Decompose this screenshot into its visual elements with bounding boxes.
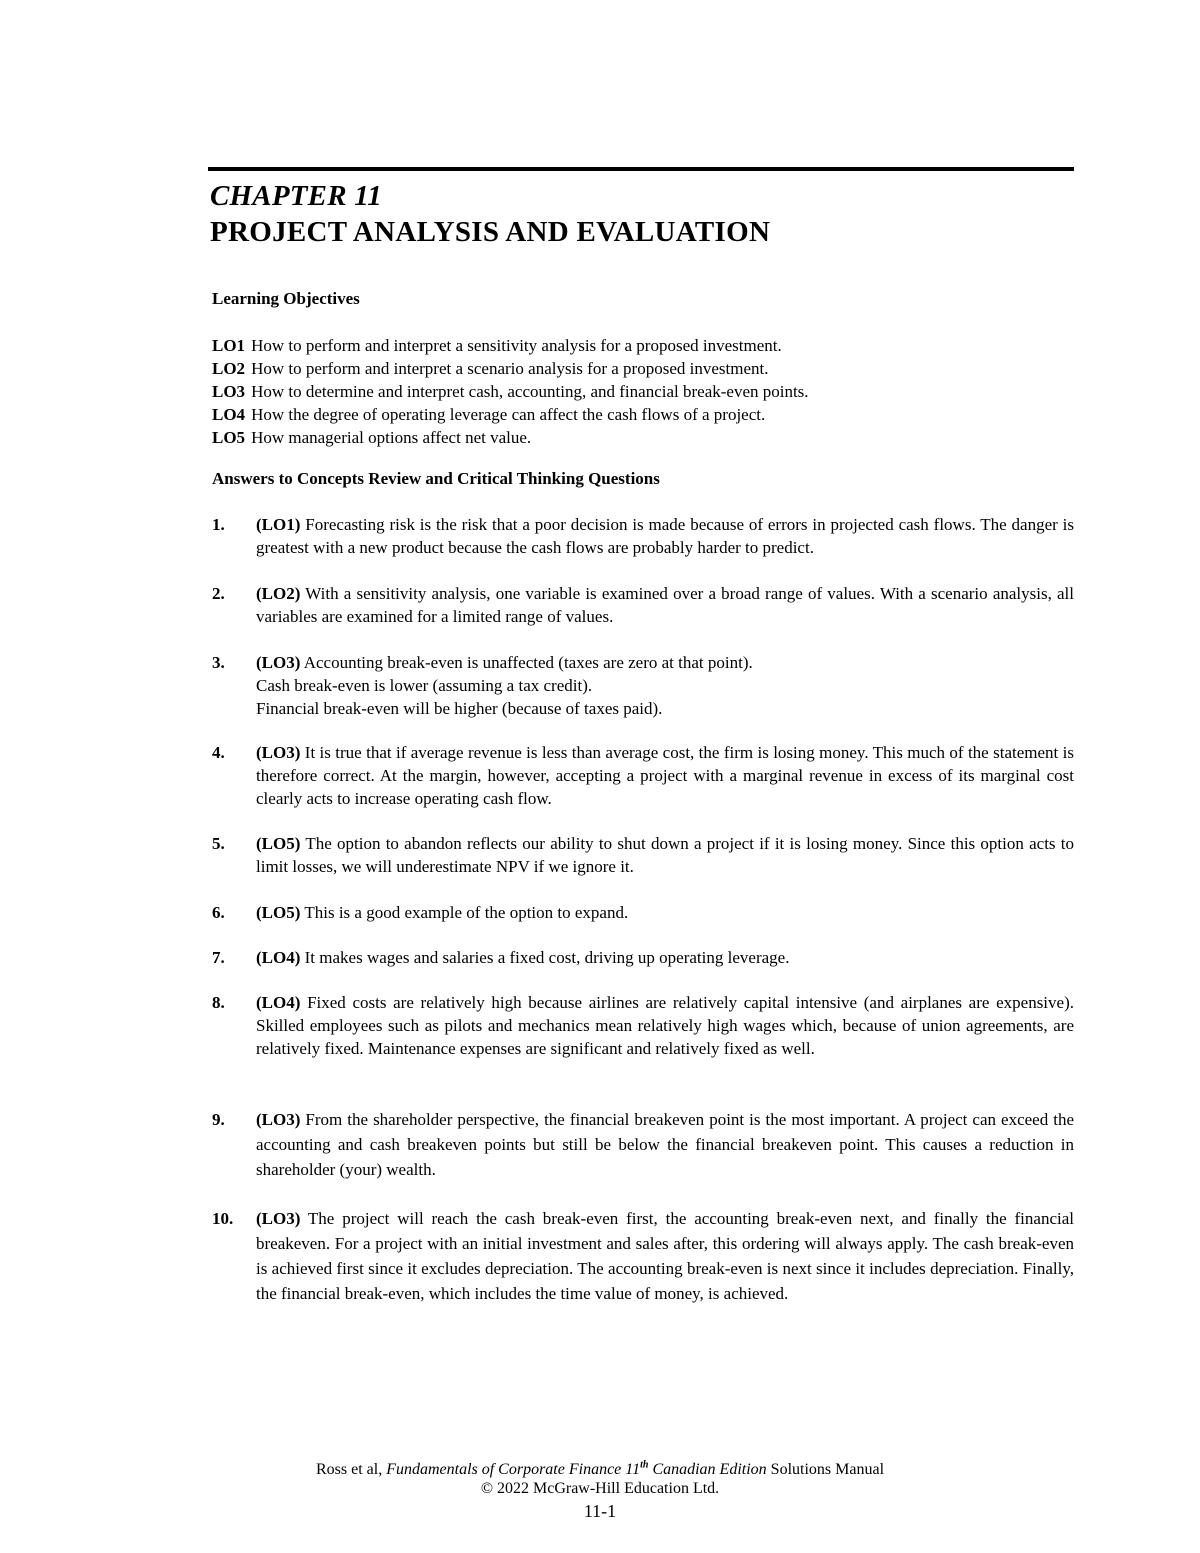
answer-number: 1.: [212, 515, 225, 534]
answer-item: [212, 1206, 1074, 1306]
answer-number: 10.: [212, 1209, 234, 1228]
footer-suffix: Solutions Manual: [770, 1461, 885, 1478]
answer-text: Forecasting risk is the risk that a poor decision is made because of errors in projected cash flows. The danger is greatest with a new product because the cash flows are probably harder to predict.: [256, 515, 1074, 557]
answer-lo-tag: (LO5): [256, 903, 301, 922]
footer-citation: [0, 1460, 1200, 1479]
answer-number: 7.: [212, 948, 225, 967]
answer-text: Fixed costs are relatively high because airlines are relatively capital intensive (and airplanes are expensive). Skilled employees such as pilots and mechanics mean relatively high wages which, because of union agreements, are relatively fixed. Maintenance expenses are significant and relatively fixed as well.: [256, 993, 1074, 1058]
footer-authors: Ross et al,: [315, 1461, 383, 1478]
answer-text: It is true that if average revenue is less than average cost, the firm is losing money. This much of the statement is therefore correct. At the margin, however, accepting a project with a marginal revenue in excess of its marginal cost clearly acts to increase operating cash flow.: [256, 743, 1074, 808]
page-number: 11-1: [583, 1501, 617, 1521]
answer-item: [212, 832, 1074, 878]
lo-code: LO2: [212, 359, 246, 378]
learning-objectives-heading: Learning Objectives: [212, 289, 360, 308]
answer-text: From the shareholder perspective, the financial breakeven point is the most important. A project can exceed the accounting and cash breakeven points but still be below the financial breakeven point. This causes a reduction in shareholder (your) wealth.: [256, 1110, 1075, 1179]
answer-lo-tag: (LO3): [256, 743, 301, 762]
answers-heading: Answers to Concepts Review and Critical Thinking Questions: [212, 469, 660, 488]
answer-lo-tag: (LO3): [256, 653, 301, 672]
lo-text: How to perform and interpret a sensitivity analysis for a proposed investment.: [251, 336, 782, 355]
answer-lo-tag: (LO4): [256, 948, 301, 967]
footer-superscript: th: [640, 1459, 649, 1471]
lo-code: LO3: [212, 382, 246, 401]
lo-item: [212, 334, 1072, 357]
answer-lo-tag: (LO3): [256, 1209, 301, 1228]
answer-lo-tag: (LO3): [256, 1110, 301, 1129]
lo-text: How managerial options affect net value.: [251, 428, 532, 447]
answer-item: [212, 513, 1074, 559]
answer-item: [212, 946, 1074, 969]
lo-text: How to determine and interpret cash, accounting, and financial break-even points.: [251, 382, 809, 401]
answer-number: 5.: [212, 834, 225, 853]
header-rule: [208, 167, 1074, 171]
answer-text: The option to abandon reflects our ability to shut down a project if it is losing money. Since this option acts to limit losses, we will underestimate NPV if we ignore it.: [256, 834, 1075, 876]
lo-text: How the degree of operating leverage can affect the cash flows of a project.: [251, 405, 766, 424]
answer-text: Accounting break-even is unaffected (taxes are zero at that point).: [303, 653, 753, 672]
answer-number: 6.: [212, 903, 225, 922]
lo-item: [212, 426, 1072, 449]
lo-code: LO5: [212, 428, 246, 447]
answer-lo-tag: (LO5): [256, 834, 301, 853]
lo-item: [212, 403, 1072, 426]
answer-item: [212, 741, 1074, 810]
footer-copyright: © 2022 McGraw-Hill Education Ltd.: [480, 1480, 720, 1497]
answer-text: The project will reach the cash break-even first, the accounting break-even next, and finally the financial breakeven. For a project with an initial investment and sales after, this ordering will always apply. The cash break-even is achieved first since it excludes depreciation. The accounting break-even is next since it includes depreciation. Finally, the financial break-even, which includes the time value of money, is achieved.: [256, 1209, 1074, 1303]
answer-item: [212, 901, 1074, 924]
lo-item: [212, 380, 1072, 403]
answer-item: [212, 582, 1074, 628]
answer-number: 8.: [212, 993, 225, 1012]
footer-edition: Canadian Edition: [652, 1461, 767, 1478]
answer-text-line: Financial break-even will be higher (because of taxes paid).: [256, 699, 663, 718]
answer-number: 9.: [212, 1110, 225, 1129]
answer-text: It makes wages and salaries a fixed cost, driving up operating leverage.: [304, 948, 790, 967]
answer-item: [212, 1107, 1074, 1182]
learning-objectives-list: [212, 334, 1072, 449]
lo-code: LO4: [212, 405, 246, 424]
answer-text-line: Cash break-even is lower (assuming a tax credit).: [256, 676, 593, 695]
lo-item: [212, 357, 1072, 380]
chapter-title: PROJECT ANALYSIS AND EVALUATION: [210, 216, 771, 248]
answer-number: 4.: [212, 743, 225, 762]
answer-text: This is a good example of the option to expand.: [304, 903, 629, 922]
chapter-label: CHAPTER 11: [210, 180, 383, 212]
lo-code: LO1: [212, 336, 246, 355]
answer-number: 2.: [212, 584, 225, 603]
answer-number: 3.: [212, 653, 225, 672]
answer-item: [212, 991, 1074, 1060]
answer-text: With a sensitivity analysis, one variable is examined over a broad range of values. With a scenario analysis, all variables are examined for a limited range of values.: [256, 584, 1074, 626]
answer-lo-tag: (LO1): [256, 515, 301, 534]
answer-item: [212, 651, 1074, 720]
lo-text: How to perform and interpret a scenario analysis for a proposed investment.: [251, 359, 769, 378]
footer-book-title: Fundamentals of Corporate Finance 11th Canadian Edition: [386, 1459, 767, 1478]
answer-lo-tag: (LO4): [256, 993, 301, 1012]
answer-lo-tag: (LO2): [256, 584, 301, 603]
